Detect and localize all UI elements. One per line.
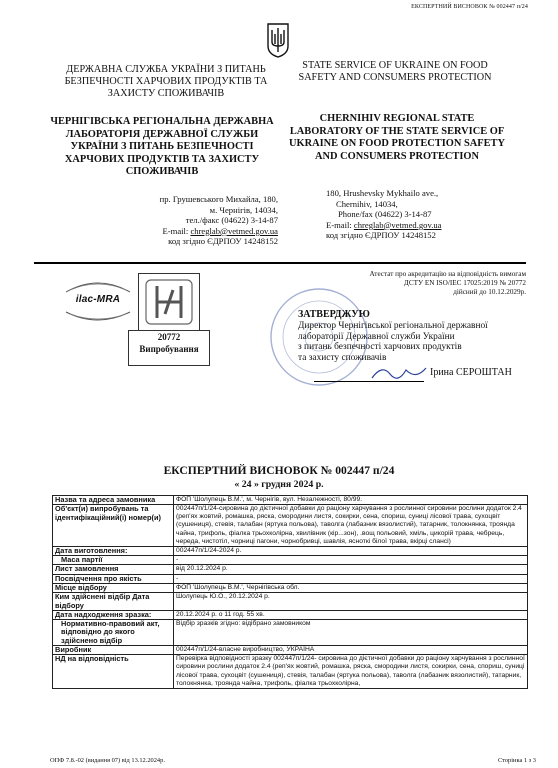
page-counter: Сторінка 1 з 3	[497, 757, 536, 764]
ua-edrpou-code: код згідно ЄДРПОУ 14248152	[168, 236, 278, 247]
table-row	[53, 565, 528, 574]
form-footer: ОПФ 7.8.-02 (видання 07) від 13.12.2024р.	[50, 757, 165, 764]
table-value: Шолупець Ю.О., 20.12.2024 р.	[174, 593, 528, 611]
table-key: Посвідчення про якість	[53, 574, 174, 583]
ilac-logo-text: ilac-MRA	[75, 294, 121, 305]
table-value: 002447п/1/24-сировина до дієтичної добавки до раціону харчування з рослинної сировини рослини додаток 2.4 (реп'ях жовтий, ромашка, ряска, смородини листя, сокирки, сена, спориш, суниці лісової трава, сухоцвіт (сушениця), стевія, талабан (яртука польова), таволга (лабазник вязолистий), татарник, толокнянка, троянда чайна, трифоль, фіалка трьохколірна, хвилівник (кір...зон), .вощ польовий, хміль, цикорій трава, чебрець, череда, чистотіл, чорниці пагони, чорнобривці, шавлія, ясноткi білої трава, вкірці слансі)	[174, 505, 528, 546]
table-key: Місце відбору	[53, 583, 174, 592]
en-email-link[interactable]: chreglab@vetmed.gov.ua	[353, 219, 442, 230]
coat-of-arms-icon	[266, 22, 290, 58]
table-row	[53, 574, 528, 583]
table-value: ФОП 'Шолупець В.М.', Чернігівська обл.	[174, 583, 528, 592]
table-value: Перевірка відповідності зразку 002447п/1/24- сировина до дієтичної добавки до раціону харчування з рослинної сировини рослини додаток 2.4 (реп'ях жовтий, ромашка, ряска, смородини листя, сокирки, сена, спориш, суниці лісової трава, сухоцвіт (сушениця), стевія, талабан (яртука польова), таволга (лабазник вязолистий), татарник, толокнянка, троянда чайна, трифоль, фіалка трьохколірна,	[174, 655, 528, 688]
table-value: Відбір зразків згідно: відібрано замовником	[174, 620, 528, 646]
table-key: Лист замовлення	[53, 565, 174, 574]
table-value: -	[174, 574, 528, 583]
table-key: Дата виготовлення:	[53, 546, 174, 555]
en-lab-name: CHERNIHIV REGIONAL STATE LABORATORY OF THE STATE SERVICE OF UKRAINE ON FOOD PROTECTION SAFETY AND CONSUMERS PROTECTION	[289, 113, 505, 162]
en-address-line: 180, Hrushevsky Mykhailo ave.,	[326, 188, 439, 198]
ua-email-row	[58, 226, 278, 237]
table-value: 002447п/1/24-власне виробництво, УКРАЇНА	[174, 646, 528, 655]
approval-line: Директор Чернігівської регіональної державної	[298, 320, 488, 331]
en-phone: Phone/fax (04622) 3-14-87	[338, 209, 432, 220]
table-key: НД на відповідність	[53, 655, 174, 688]
ua-address-line: м. Чернігів, 14034,	[209, 204, 278, 215]
header-doc-number: ЕКСПЕРТНИЙ ВИСНОВОК № 002447 п/24	[411, 4, 528, 10]
table-key: Нормативно-правовий акт, відповідно до якого здійснено відбір	[53, 620, 174, 646]
ilac-mra-logo	[58, 272, 138, 330]
signer-name: Ірина СЕРОШТАН	[430, 367, 512, 378]
ua-service-name: ДЕРЖАВНА СЛУЖБА УКРАЇНИ З ПИТАНЬ БЕЗПЕЧНОСТІ ХАРЧОВИХ ПРОДУКТІВ ТА ЗАХИСТУ СПОЖИВАЧІВ	[64, 64, 268, 99]
table-row	[53, 593, 528, 611]
accreditation-line: Атестат про акредитацію на відповідність вимогам	[369, 270, 526, 278]
email-label: E-mail:	[162, 225, 191, 236]
nabu-emblem-icon	[139, 274, 199, 330]
table-value: 20.12.2024 р. о 11 год. 55 хв.	[174, 610, 528, 619]
approval-line: та захисту споживачів	[298, 353, 387, 364]
approval-line: з питань безпечності харчових продуктів	[298, 342, 462, 353]
en-edrpou-code: код згідно ЄДРПОУ 14248152	[326, 230, 436, 241]
en-service-name: STATE SERVICE OF UKRAINE ON FOOD SAFETY AND CONSUMERS PROTECTION	[298, 60, 492, 83]
accreditation-code-label: Випробування	[139, 344, 199, 354]
en-address-line: Chernihiv, 14034,	[336, 198, 398, 209]
accreditation-line: ДСТУ EN ISO/IEC 17025:2019 № 20772	[403, 279, 526, 287]
accreditation-emblem	[138, 273, 200, 331]
approval-heading: ЗАТВЕРДЖУЮ	[298, 309, 370, 320]
table-row	[53, 546, 528, 555]
table-key: Ким здійснені відбір Дата відбору	[53, 593, 174, 611]
ua-email-link[interactable]: chreglab@vetmed.gov.ua	[190, 225, 278, 236]
table-key: Назва та адреса замовника	[53, 496, 174, 505]
email-label: E-mail:	[326, 219, 354, 230]
table-row	[53, 655, 528, 688]
table-key: Об'єкт(и) випробувань та ідентифікаційний(і) номер(и)	[53, 505, 174, 546]
accreditation-code-number: 20772	[157, 332, 181, 342]
details-table	[52, 495, 528, 689]
table-key: Дата надходження зразка:	[53, 610, 174, 619]
accreditation-line: дійсний до 10.12.2029р.	[453, 288, 526, 296]
en-email-row	[326, 220, 506, 231]
ua-phone: тел./факс (04622) 3-14-87	[185, 215, 278, 226]
ua-address-line: пр. Грушевського Михайла, 180,	[159, 194, 278, 204]
header-divider	[34, 262, 526, 264]
table-key: Маса партії	[53, 556, 174, 565]
accreditation-code-box	[128, 330, 210, 366]
en-address-block	[326, 188, 506, 241]
table-row	[53, 620, 528, 646]
ua-address-block	[58, 194, 278, 247]
approval-block	[298, 310, 488, 364]
table-key: Виробник	[53, 646, 174, 655]
table-row	[53, 556, 528, 565]
document-title: ЕКСПЕРТНИЙ ВИСНОВОК № 002447 п/24	[163, 464, 395, 477]
table-value: 002447п/1/24-2024 р.	[174, 546, 528, 555]
table-value: -	[174, 556, 528, 565]
document-date: « 24 » грудня 2024 р.	[234, 479, 324, 490]
table-row	[53, 505, 528, 546]
table-value: від 20.12.2024 р.	[174, 565, 528, 574]
ua-lab-name: ЧЕРНІГІВСЬКА РЕГІОНАЛЬНА ДЕРЖАВНА ЛАБОРАТОРІЯ ДЕРЖАВНОЇ СЛУЖБИ УКРАЇНИ З ПИТАНЬ БЕЗПЕЧНОСТІ ХАРЧОВИХ ПРОДУКТІВ ТА ЗАХИСТУ СПОЖИВАЧІВ	[50, 116, 274, 177]
table-value: ФОП 'Шолупець В.М.', м. Чернігів, вул. Незалежності, 80/99.	[174, 496, 528, 505]
approval-line: лабораторії Державної служби України	[298, 331, 455, 342]
